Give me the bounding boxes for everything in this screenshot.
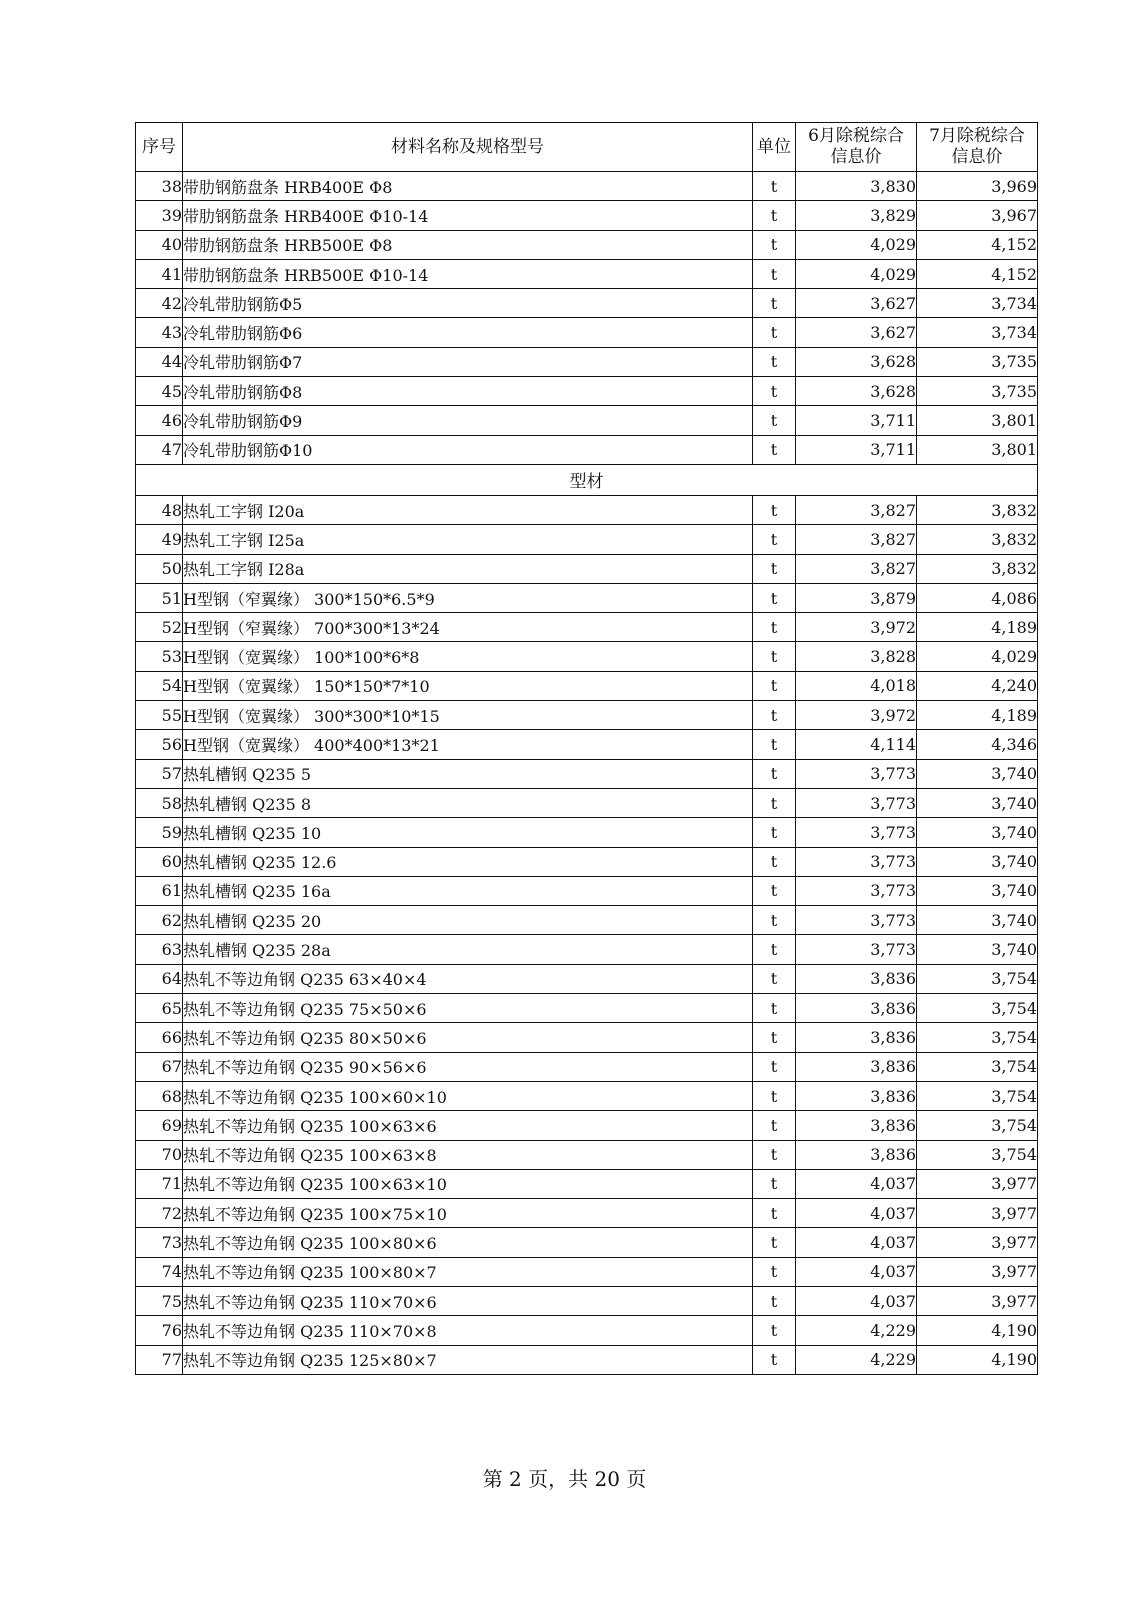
row-july-price: 4,086 [917,583,1038,612]
row-july-price: 3,977 [917,1199,1038,1228]
row-june-price: 3,711 [796,435,917,464]
row-no: 57 [136,759,183,788]
section-title: 型材 [136,464,1038,495]
row-unit: t [753,964,796,993]
row-name: H型钢（宽翼缘） 150*150*7*10 [183,671,753,700]
table-row [136,583,1038,612]
table-row [136,289,1038,318]
row-unit: t [753,172,796,201]
row-no: 45 [136,377,183,406]
row-unit: t [753,847,796,876]
header-june-price: 6月除税综合 信息价 [796,123,917,172]
row-july-price: 3,977 [917,1286,1038,1315]
row-unit: t [753,259,796,288]
row-june-price: 3,627 [796,289,917,318]
row-july-price: 3,754 [917,1140,1038,1169]
table-row [136,259,1038,288]
section-row [136,464,1038,495]
table-row [136,495,1038,524]
table-row [136,201,1038,230]
row-june-price: 4,229 [796,1316,917,1345]
row-name: 热轧工字钢 I20a [183,495,753,524]
row-unit: t [753,230,796,259]
row-name: 热轧不等边角钢 Q235 100×63×10 [183,1169,753,1198]
row-name: 冷轧带肋钢筋Φ7 [183,347,753,376]
row-june-price: 3,836 [796,1111,917,1140]
row-unit: t [753,495,796,524]
row-no: 73 [136,1228,183,1257]
row-july-price: 3,735 [917,347,1038,376]
row-june-price: 3,773 [796,876,917,905]
row-name: H型钢（宽翼缘） 300*300*10*15 [183,701,753,730]
row-june-price: 4,114 [796,730,917,759]
row-unit: t [753,994,796,1023]
row-july-price: 3,734 [917,289,1038,318]
row-july-price: 4,029 [917,642,1038,671]
row-july-price: 3,754 [917,994,1038,1023]
row-no: 63 [136,935,183,964]
row-name: 热轧槽钢 Q235 10 [183,818,753,847]
row-unit: t [753,1228,796,1257]
row-no: 56 [136,730,183,759]
table-row [136,377,1038,406]
row-no: 60 [136,847,183,876]
row-july-price: 3,754 [917,964,1038,993]
row-no: 40 [136,230,183,259]
row-unit: t [753,1199,796,1228]
row-no: 46 [136,406,183,435]
row-no: 43 [136,318,183,347]
row-unit: t [753,201,796,230]
table-row [136,406,1038,435]
row-unit: t [753,1140,796,1169]
row-name: H型钢（窄翼缘） 700*300*13*24 [183,613,753,642]
table-row [136,1345,1038,1374]
row-unit: t [753,642,796,671]
row-june-price: 3,773 [796,788,917,817]
row-july-price: 4,152 [917,259,1038,288]
row-june-price: 3,627 [796,318,917,347]
table-row [136,1023,1038,1052]
row-july-price: 3,832 [917,525,1038,554]
row-unit: t [753,1316,796,1345]
row-no: 53 [136,642,183,671]
row-unit: t [753,1345,796,1374]
row-name: 热轧不等边角钢 Q235 75×50×6 [183,994,753,1023]
row-june-price: 3,827 [796,525,917,554]
row-no: 42 [136,289,183,318]
row-july-price: 3,740 [917,818,1038,847]
row-unit: t [753,876,796,905]
row-july-price: 3,754 [917,1081,1038,1110]
table-row [136,642,1038,671]
row-no: 61 [136,876,183,905]
table-row [136,701,1038,730]
row-july-price: 3,740 [917,906,1038,935]
row-no: 52 [136,613,183,642]
row-july-price: 3,754 [917,1052,1038,1081]
row-no: 72 [136,1199,183,1228]
row-name: 热轧槽钢 Q235 5 [183,759,753,788]
row-unit: t [753,1286,796,1315]
row-name: 热轧不等边角钢 Q235 100×80×6 [183,1228,753,1257]
row-no: 58 [136,788,183,817]
row-no: 51 [136,583,183,612]
table-row [136,818,1038,847]
row-june-price: 4,037 [796,1286,917,1315]
header-row [136,123,1038,172]
row-name: 热轧槽钢 Q235 28a [183,935,753,964]
header-unit: 单位 [753,123,796,172]
row-june-price: 4,037 [796,1199,917,1228]
row-july-price: 3,977 [917,1169,1038,1198]
page-footer: 第 2 页，共 20 页 [482,1467,647,1491]
table-row [136,1052,1038,1081]
row-unit: t [753,730,796,759]
table-row [136,994,1038,1023]
row-no: 62 [136,906,183,935]
row-june-price: 3,773 [796,906,917,935]
row-unit: t [753,554,796,583]
table-row [136,318,1038,347]
row-june-price: 3,829 [796,201,917,230]
row-june-price: 3,827 [796,554,917,583]
row-unit: t [753,935,796,964]
row-july-price: 3,740 [917,847,1038,876]
row-june-price: 3,836 [796,1023,917,1052]
row-july-price: 4,189 [917,701,1038,730]
row-july-price: 3,832 [917,554,1038,583]
row-name: 热轧槽钢 Q235 12.6 [183,847,753,876]
row-name: 冷轧带肋钢筋Φ10 [183,435,753,464]
row-july-price: 3,967 [917,201,1038,230]
row-june-price: 3,879 [796,583,917,612]
row-unit: t [753,1169,796,1198]
row-june-price: 3,827 [796,495,917,524]
header-july-price: 7月除税综合 信息价 [917,123,1038,172]
row-july-price: 3,969 [917,172,1038,201]
row-june-price: 4,018 [796,671,917,700]
table-row [136,525,1038,554]
table-row [136,935,1038,964]
row-june-price: 3,836 [796,994,917,1023]
row-no: 41 [136,259,183,288]
table-row [136,1111,1038,1140]
row-unit: t [753,377,796,406]
row-no: 75 [136,1286,183,1315]
row-unit: t [753,289,796,318]
row-june-price: 3,836 [796,1140,917,1169]
row-july-price: 3,740 [917,788,1038,817]
row-no: 44 [136,347,183,376]
table-row [136,1169,1038,1198]
row-name: H型钢（窄翼缘） 300*150*6.5*9 [183,583,753,612]
row-name: H型钢（宽翼缘） 400*400*13*21 [183,730,753,759]
row-july-price: 3,740 [917,935,1038,964]
row-july-price: 3,735 [917,377,1038,406]
row-june-price: 3,628 [796,377,917,406]
row-no: 54 [136,671,183,700]
row-june-price: 4,029 [796,230,917,259]
row-no: 39 [136,201,183,230]
row-july-price: 4,190 [917,1345,1038,1374]
row-no: 64 [136,964,183,993]
row-no: 47 [136,435,183,464]
table-row [136,671,1038,700]
row-name: 冷轧带肋钢筋Φ8 [183,377,753,406]
row-unit: t [753,406,796,435]
price-table [135,122,1038,1375]
row-name: 带肋钢筋盘条 HRB500E Φ10-14 [183,259,753,288]
table-row [136,1257,1038,1286]
row-july-price: 4,346 [917,730,1038,759]
row-june-price: 3,836 [796,1081,917,1110]
row-june-price: 3,836 [796,1052,917,1081]
row-unit: t [753,583,796,612]
table-row [136,906,1038,935]
row-unit: t [753,759,796,788]
row-july-price: 4,190 [917,1316,1038,1345]
row-name: 热轧槽钢 Q235 20 [183,906,753,935]
row-june-price: 3,828 [796,642,917,671]
row-july-price: 3,977 [917,1228,1038,1257]
row-june-price: 3,830 [796,172,917,201]
row-june-price: 3,972 [796,701,917,730]
row-unit: t [753,1111,796,1140]
row-name: 热轧槽钢 Q235 8 [183,788,753,817]
row-no: 71 [136,1169,183,1198]
row-june-price: 4,037 [796,1169,917,1198]
row-unit: t [753,818,796,847]
row-no: 68 [136,1081,183,1110]
row-name: 热轧不等边角钢 Q235 110×70×6 [183,1286,753,1315]
row-name: 热轧不等边角钢 Q235 100×63×6 [183,1111,753,1140]
row-unit: t [753,318,796,347]
row-name: 热轧槽钢 Q235 16a [183,876,753,905]
row-unit: t [753,1081,796,1110]
row-june-price: 3,711 [796,406,917,435]
row-no: 77 [136,1345,183,1374]
row-july-price: 3,734 [917,318,1038,347]
table-row [136,730,1038,759]
row-june-price: 3,628 [796,347,917,376]
row-name: 热轧不等边角钢 Q235 100×63×8 [183,1140,753,1169]
table-row [136,964,1038,993]
row-no: 38 [136,172,183,201]
row-july-price: 3,832 [917,495,1038,524]
row-july-price: 3,740 [917,876,1038,905]
row-name: 带肋钢筋盘条 HRB500E Φ8 [183,230,753,259]
row-unit: t [753,525,796,554]
row-july-price: 3,740 [917,759,1038,788]
row-june-price: 4,029 [796,259,917,288]
row-unit: t [753,1052,796,1081]
row-no: 66 [136,1023,183,1052]
row-no: 74 [136,1257,183,1286]
row-july-price: 3,754 [917,1111,1038,1140]
row-name: 热轧不等边角钢 Q235 110×70×8 [183,1316,753,1345]
row-name: 热轧不等边角钢 Q235 90×56×6 [183,1052,753,1081]
row-name: 冷轧带肋钢筋Φ9 [183,406,753,435]
row-july-price: 4,240 [917,671,1038,700]
row-name: 热轧不等边角钢 Q235 100×80×7 [183,1257,753,1286]
table-row [136,1316,1038,1345]
row-june-price: 4,037 [796,1228,917,1257]
row-name: 热轧工字钢 I25a [183,525,753,554]
row-no: 65 [136,994,183,1023]
row-unit: t [753,1023,796,1052]
row-name: 冷轧带肋钢筋Φ5 [183,289,753,318]
row-no: 48 [136,495,183,524]
table-row [136,1140,1038,1169]
table-row [136,847,1038,876]
table-row [136,1286,1038,1315]
row-june-price: 3,773 [796,935,917,964]
row-unit: t [753,701,796,730]
row-no: 49 [136,525,183,554]
row-name: 热轧不等边角钢 Q235 100×60×10 [183,1081,753,1110]
table-row [136,1228,1038,1257]
row-july-price: 3,801 [917,406,1038,435]
row-name: 冷轧带肋钢筋Φ6 [183,318,753,347]
row-name: 带肋钢筋盘条 HRB400E Φ8 [183,172,753,201]
row-july-price: 3,977 [917,1257,1038,1286]
header-no: 序号 [136,123,183,172]
table-row [136,876,1038,905]
row-june-price: 3,836 [796,964,917,993]
row-name: 热轧不等边角钢 Q235 100×75×10 [183,1199,753,1228]
row-name: 热轧工字钢 I28a [183,554,753,583]
row-no: 55 [136,701,183,730]
row-unit: t [753,1257,796,1286]
row-no: 67 [136,1052,183,1081]
row-june-price: 3,972 [796,613,917,642]
row-unit: t [753,435,796,464]
header-name: 材料名称及规格型号 [183,123,753,172]
table-row [136,613,1038,642]
row-unit: t [753,671,796,700]
table-row [136,435,1038,464]
row-no: 70 [136,1140,183,1169]
row-june-price: 3,773 [796,847,917,876]
table-row [136,1081,1038,1110]
row-name: H型钢（宽翼缘） 100*100*6*8 [183,642,753,671]
row-july-price: 4,189 [917,613,1038,642]
table-row [136,554,1038,583]
table-row [136,759,1038,788]
row-name: 热轧不等边角钢 Q235 125×80×7 [183,1345,753,1374]
table-row [136,1199,1038,1228]
row-june-price: 3,773 [796,759,917,788]
table-row [136,788,1038,817]
group2-body [136,495,1038,1374]
row-no: 59 [136,818,183,847]
row-name: 热轧不等边角钢 Q235 80×50×6 [183,1023,753,1052]
row-no: 76 [136,1316,183,1345]
row-no: 50 [136,554,183,583]
table-row [136,172,1038,201]
row-unit: t [753,906,796,935]
table-row [136,347,1038,376]
row-name: 热轧不等边角钢 Q235 63×40×4 [183,964,753,993]
row-june-price: 4,037 [796,1257,917,1286]
table-row [136,230,1038,259]
group1-body [136,172,1038,465]
row-june-price: 3,773 [796,818,917,847]
row-july-price: 3,801 [917,435,1038,464]
row-july-price: 3,754 [917,1023,1038,1052]
row-unit: t [753,788,796,817]
row-unit: t [753,613,796,642]
row-june-price: 4,229 [796,1345,917,1374]
row-no: 69 [136,1111,183,1140]
row-july-price: 4,152 [917,230,1038,259]
row-unit: t [753,347,796,376]
row-name: 带肋钢筋盘条 HRB400E Φ10-14 [183,201,753,230]
